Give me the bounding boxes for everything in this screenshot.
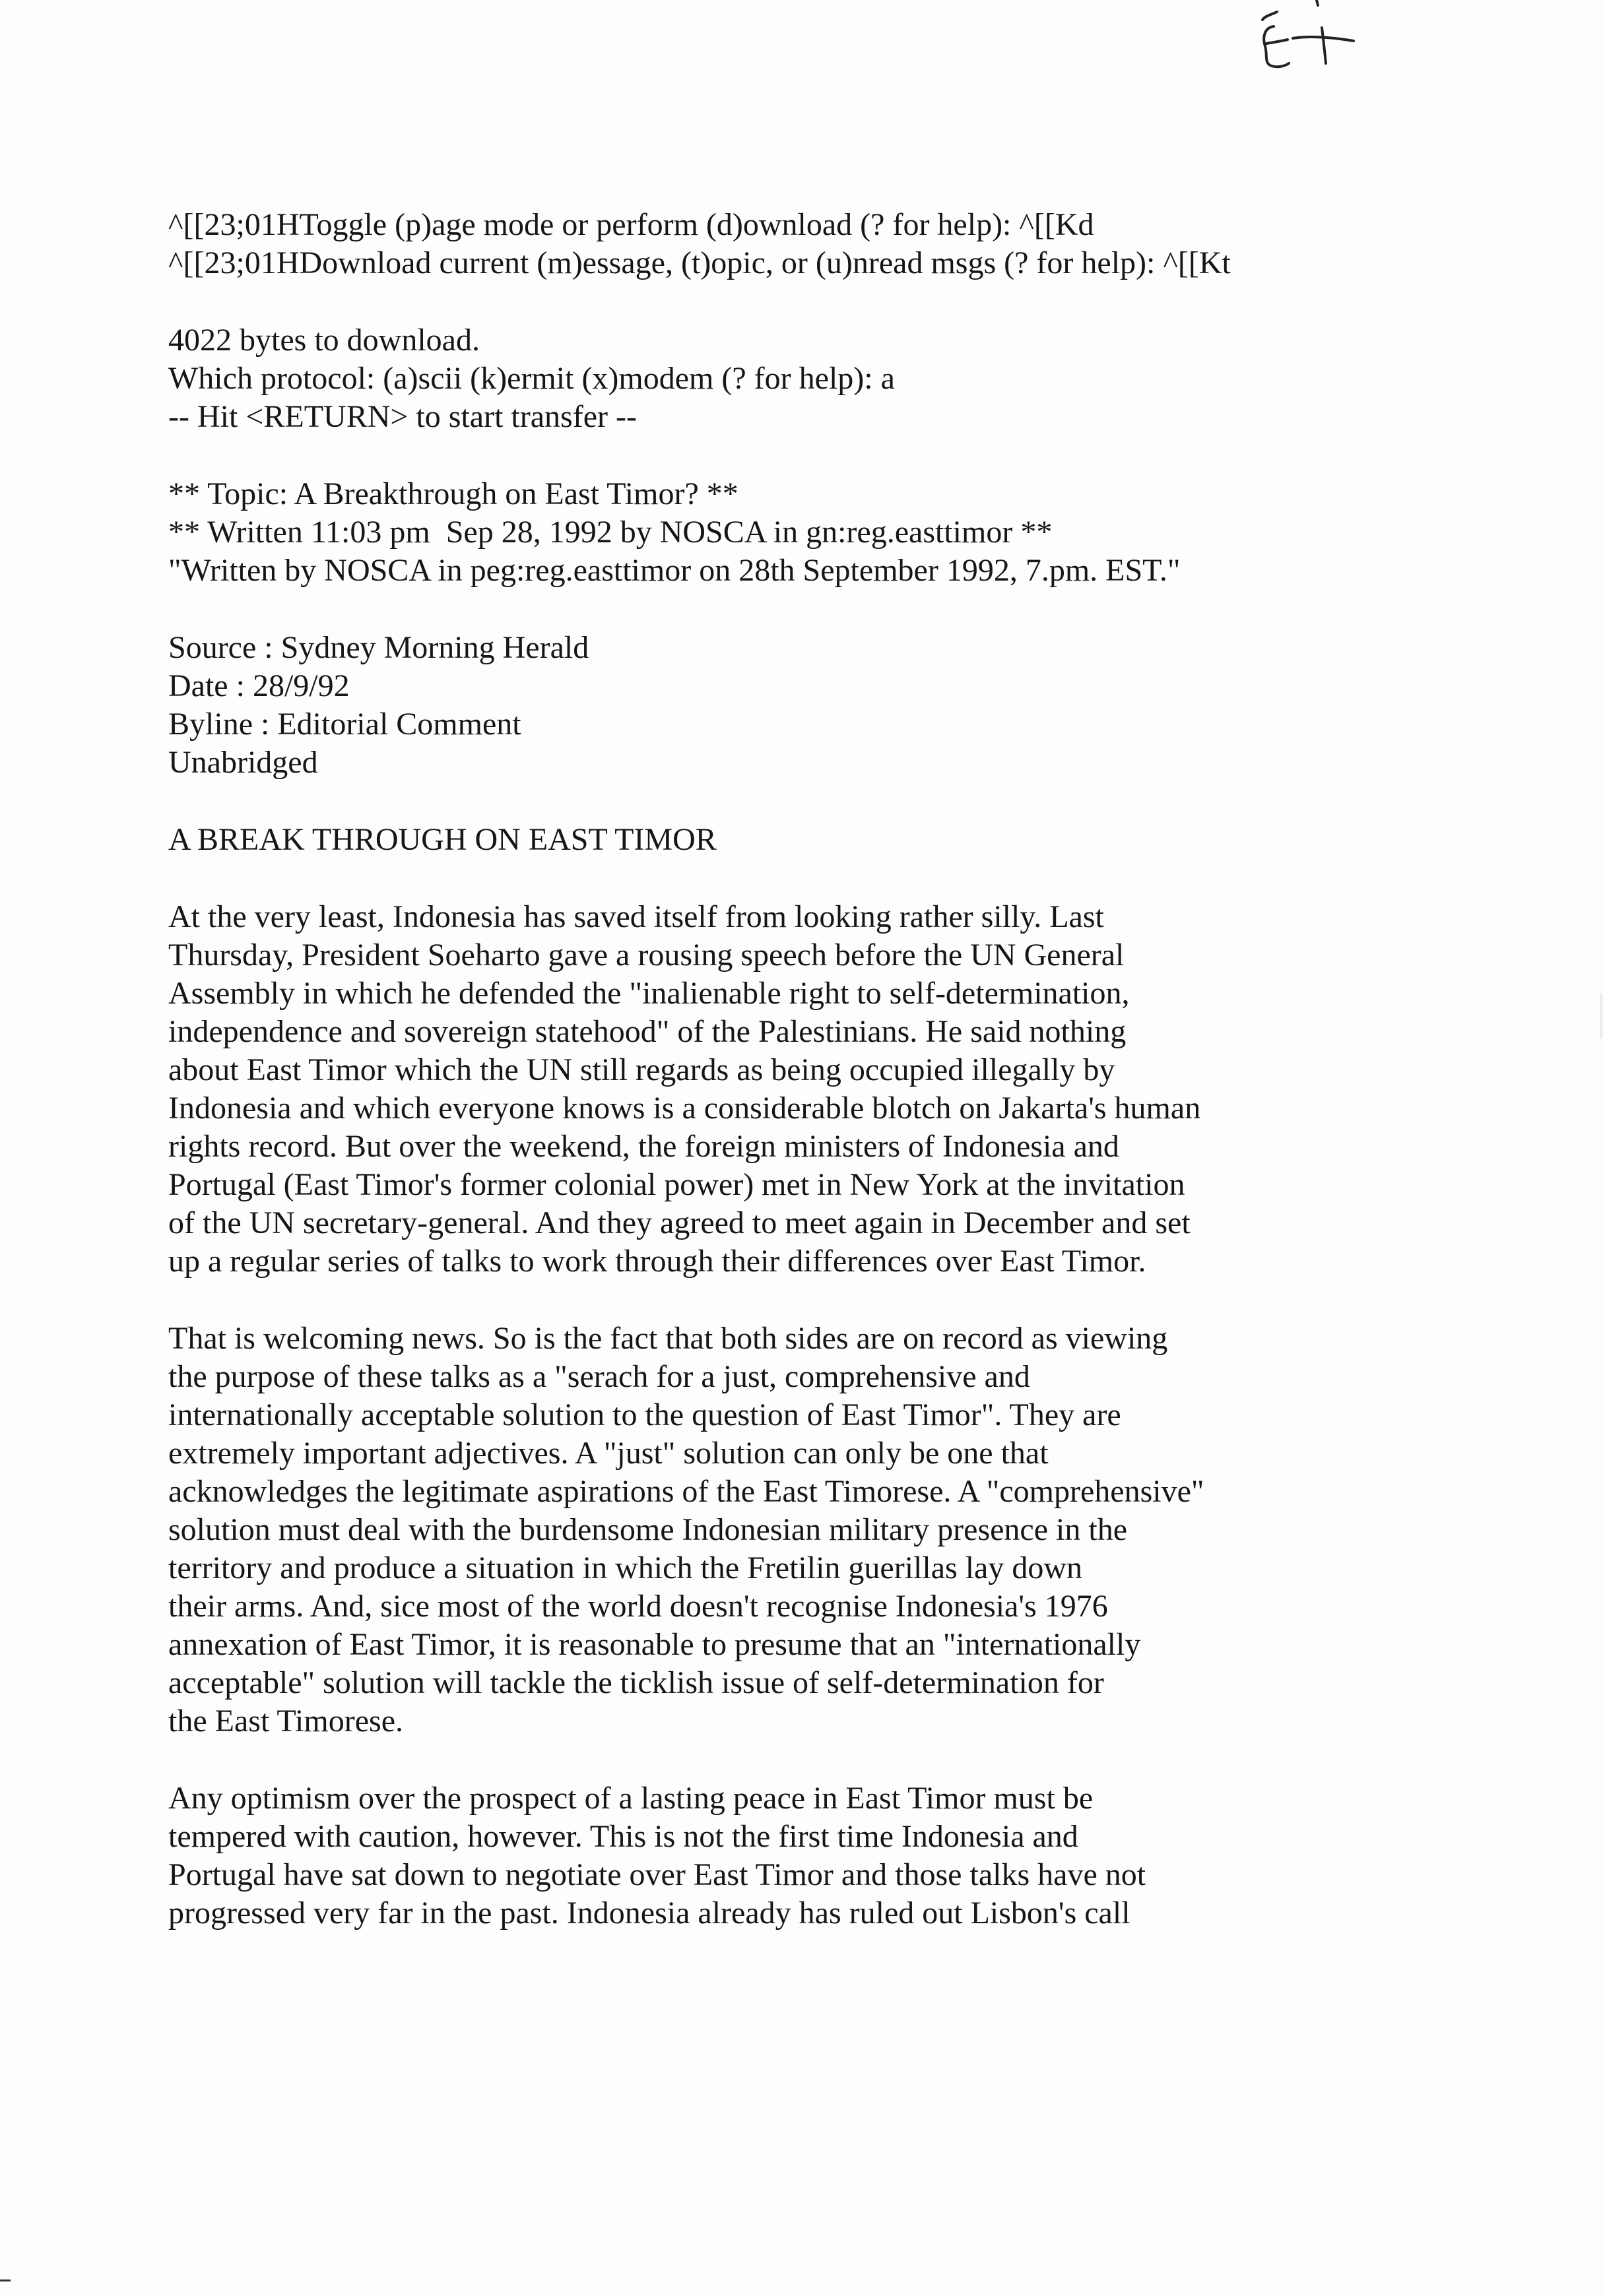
- paragraph-1-line: rights record. But over the weekend, the foreign ministers of Indonesia and: [168, 1129, 1119, 1164]
- scan-edge-mark: [0, 2280, 11, 2281]
- written-line: ** Written 11:03 pm Sep 28, 1992 by NOSCA in gn:reg.easttimor **: [168, 515, 1053, 550]
- paragraph-2-line: solution must deal with the burdensome Indonesian military presence in the: [168, 1512, 1128, 1547]
- date-line: Date : 28/9/92: [168, 668, 350, 703]
- paragraph-1-line: Portugal (East Timor's former colonial power) met in New York at the invitation: [168, 1167, 1185, 1202]
- paragraph-3-line: Any optimism over the prospect of a lasting peace in East Timor must be: [168, 1781, 1094, 1816]
- paragraph-1-line: up a regular series of talks to work through their differences over East Timor.: [168, 1244, 1146, 1279]
- paragraph-2-line: territory and produce a situation in which the Fretilin guerillas lay down: [168, 1550, 1082, 1585]
- terminal-toggle-prompt: ^[[23;01HToggle (p)age mode or perform (d)ownload (? for help): ^[[Kd: [168, 207, 1094, 242]
- paragraph-1-line: Assembly in which he defended the "inalienable right to self-determination,: [168, 976, 1130, 1011]
- terminal-download-prompt: ^[[23;01HDownload current (m)essage, (t)opic, or (u)nread msgs (? for help): ^[[Kt: [168, 245, 1231, 280]
- scan-edge-shadow: [1600, 993, 1602, 1039]
- unabridged-line: Unabridged: [168, 745, 318, 780]
- paragraph-2-line: extremely important adjectives. A "just" solution can only be one that: [168, 1436, 1049, 1471]
- paragraph-1-line: about East Timor which the UN still regards as being occupied illegally by: [168, 1052, 1115, 1087]
- terminal-bytes-line: 4022 bytes to download.: [168, 323, 480, 358]
- paragraph-2-line: acknowledges the legitimate aspirations of the East Timorese. A "comprehensive": [168, 1474, 1204, 1509]
- paragraph-1-line: At the very least, Indonesia has saved itself from looking rather silly. Last: [168, 899, 1104, 934]
- paragraph-1-line: of the UN secretary-general. And they agreed to meet again in December and set: [168, 1205, 1191, 1240]
- terminal-hit-return-line: -- Hit <RETURN> to start transfer --: [168, 399, 637, 434]
- terminal-protocol-line: Which protocol: (a)scii (k)ermit (x)modem (? for help): a: [168, 361, 895, 396]
- paragraph-3-line: tempered with caution, however. This is not the first time Indonesia and: [168, 1819, 1078, 1854]
- byline-line: Byline : Editorial Comment: [168, 707, 521, 742]
- article-title: A BREAK THROUGH ON EAST TIMOR: [168, 822, 717, 857]
- handwritten-mark: [1224, 0, 1356, 79]
- paragraph-2-line: acceptable" solution will tackle the ticklish issue of self-determination for: [168, 1665, 1104, 1700]
- paragraph-2-line: the purpose of these talks as a "serach for a just, comprehensive and: [168, 1359, 1030, 1394]
- paragraph-1-line: Thursday, President Soeharto gave a rousing speech before the UN General: [168, 938, 1125, 973]
- paragraph-1-line: Indonesia and which everyone knows is a considerable blotch on Jakarta's human: [168, 1091, 1201, 1126]
- paragraph-2-line: internationally acceptable solution to the question of East Timor". They are: [168, 1397, 1121, 1432]
- paragraph-1-line: independence and sovereign statehood" of the Palestinians. He said nothing: [168, 1014, 1127, 1049]
- topic-line: ** Topic: A Breakthrough on East Timor? **: [168, 476, 738, 511]
- paragraph-2-line: the East Timorese.: [168, 1704, 403, 1738]
- paragraph-3-line: Portugal have sat down to negotiate over East Timor and those talks have not: [168, 1857, 1146, 1892]
- paragraph-2-line: their arms. And, sice most of the world doesn't recognise Indonesia's 1976: [168, 1589, 1108, 1624]
- written-by-line: "Written by NOSCA in peg:reg.easttimor on 28th September 1992, 7.pm. EST.": [168, 553, 1181, 588]
- paragraph-3-line: progressed very far in the past. Indonesia already has ruled out Lisbon's call: [168, 1896, 1130, 1930]
- paragraph-2-line: That is welcoming news. So is the fact that both sides are on record as viewing: [168, 1321, 1168, 1356]
- source-line: Source : Sydney Morning Herald: [168, 630, 589, 665]
- paragraph-2-line: annexation of East Timor, it is reasonable to presume that an "internationally: [168, 1627, 1141, 1662]
